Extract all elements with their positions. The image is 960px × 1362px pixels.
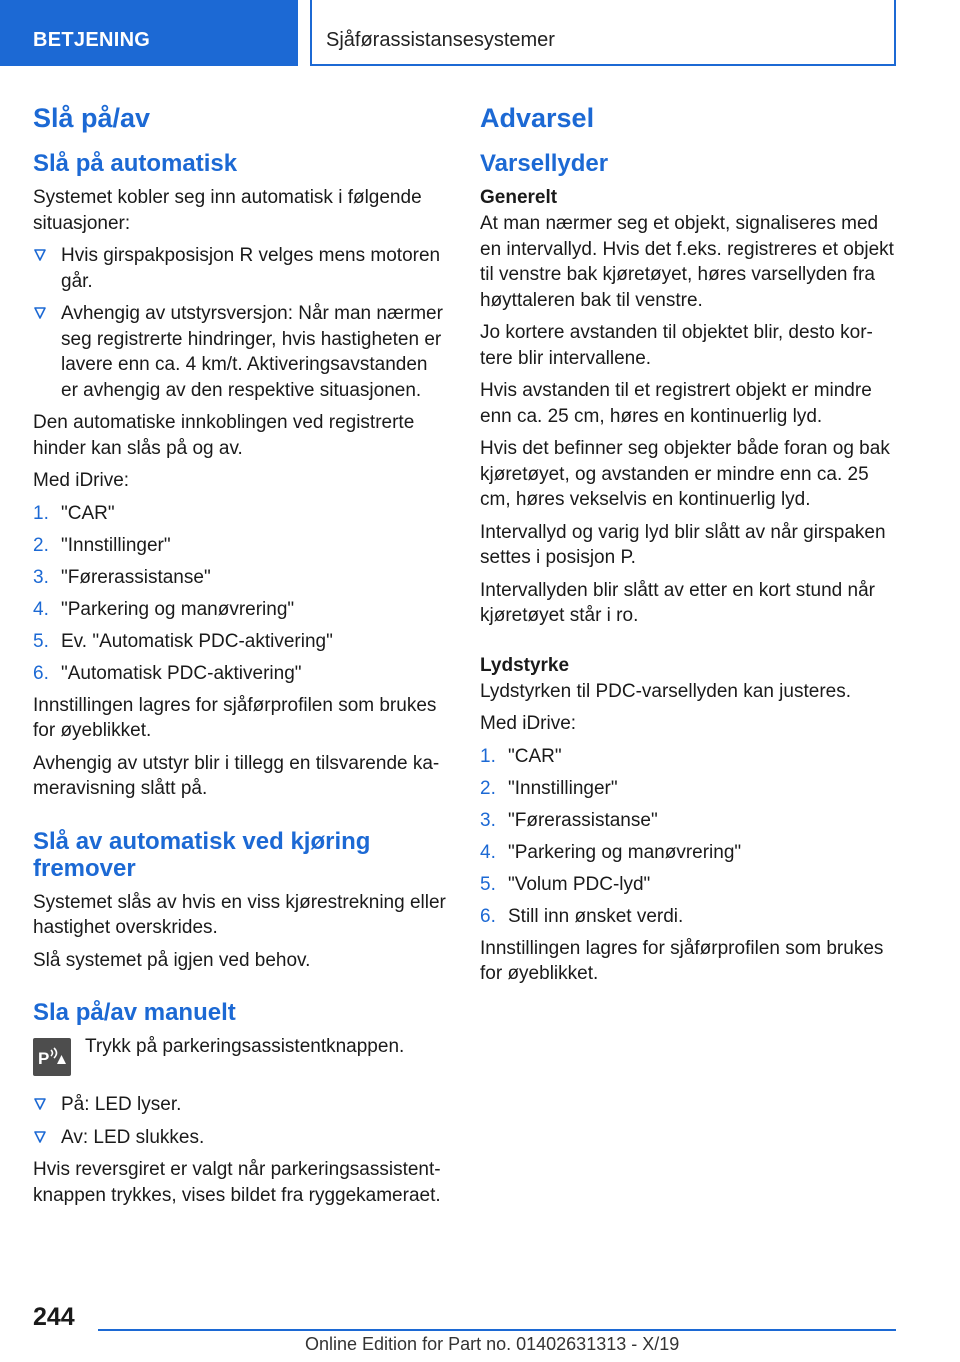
list-item (33, 301, 448, 403)
step-number: 1. (33, 502, 49, 524)
step-number: 6. (33, 662, 49, 684)
step-text: "Parkering og manøvrering" (61, 598, 295, 620)
heading-volume: Lydstyrke (480, 654, 570, 676)
step-number: 2. (33, 534, 49, 556)
camera-note: Avhengig av utstyr blir i tillegg en tilsvarende kameravisning slått på. (33, 752, 440, 799)
list-item (33, 1125, 448, 1151)
list-item (33, 501, 448, 527)
list-item (480, 872, 895, 898)
button-instruction-text: Trykk på parkeringsassistentknappen. (85, 1036, 405, 1057)
triangle-bullet-icon (33, 1097, 47, 1111)
list-item (33, 533, 448, 559)
auto-off-text: Systemet slås av hvis en viss kjørestrekning eller hastighet overskrides. (33, 891, 446, 938)
idrive-label: Med iDrive: (33, 470, 130, 491)
sounds-paragraph: Intervallyd og varig lyd blir slått av når girspaken settes i posisjon P. (480, 521, 886, 568)
idrive-label: Med iDrive: (480, 713, 577, 734)
left-column (33, 98, 448, 1215)
triangle-bullet-icon (33, 1130, 47, 1144)
step-text: "Automatisk PDC-aktivering" (61, 662, 302, 684)
step-number: 4. (33, 598, 49, 620)
step-number: 2. (480, 777, 496, 799)
step-text: "CAR" (61, 502, 115, 524)
section-title-warning: Advarsel (480, 103, 595, 133)
auto-on-bullet-list (33, 243, 448, 403)
profile-note: Innstillingen lagres for sjåførprofilen som brukes for øyeblikket. (33, 694, 437, 741)
step-number: 5. (33, 630, 49, 652)
step-text: Ev. "Automatisk PDC-aktivering" (61, 630, 333, 652)
step-text: "Innstillinger" (61, 534, 171, 556)
triangle-bullet-icon (33, 248, 47, 262)
step-number: 3. (480, 809, 496, 831)
bullet-text: Avhengig av utstyrsversjon: Når man nærmer seg registrerte hindringer, hvis hastigheten er lavere enn ca. 4 km/t. Aktiveringsavstanden er avhengig av den respektive situasjonen. (61, 303, 443, 401)
step-number: 1. (480, 745, 496, 767)
list-item (33, 661, 448, 687)
step-number: 6. (480, 905, 496, 927)
auto-off-restart: Slå systemet på igjen ved behov. (33, 949, 311, 971)
auto-on-steps (33, 501, 448, 687)
heading-auto-on: Slå på automatisk (33, 150, 238, 177)
auto-on-intro: Systemet kobler seg inn automatisk i følgende situasjoner: (33, 187, 422, 234)
bullet-text: På: LED lyser. (61, 1094, 182, 1115)
chapter-label: Sjåførassistansesystemer (326, 29, 555, 51)
step-text: "Innstillinger" (508, 777, 618, 799)
list-item (33, 1092, 448, 1118)
section-label: BETJENING (33, 29, 151, 51)
bullet-text: Av: LED slukkes. (61, 1126, 205, 1148)
step-text: "CAR" (508, 745, 562, 767)
list-item (480, 808, 895, 834)
heading-auto-off: Slå av automatisk ved kjøring fremover (33, 827, 371, 882)
list-item (480, 840, 895, 866)
list-item (33, 565, 448, 591)
reverse-note: Hvis reversgiret er valgt når parkeringsassistentknappen trykkes, vises bildet fra ryggekameraet. (33, 1159, 441, 1206)
list-item (480, 776, 895, 802)
heading-general: Generelt (480, 187, 558, 208)
list-item (33, 243, 448, 294)
sounds-paragraph: Jo kortere avstanden til objektet blir, desto kortere blir intervallene. (480, 322, 873, 369)
auto-on-note: Den automatiske innkoblingen ved registrerte hinder kan slås på og av. (33, 412, 415, 459)
volume-steps (480, 744, 895, 930)
sounds-paragraph: Intervallyden blir slått av etter en kort stund når kjøretøyet står i ro. (480, 579, 875, 626)
step-text: "Førerassistanse" (508, 809, 658, 831)
sounds-paragraph: Hvis det befinner seg objekter både foran og bak kjøretøyet, og avstanden er mindre enn ca. 25 cm, høres vekselvis en kontinuerlig lyd. (480, 438, 890, 510)
parking-assistant-button-icon (33, 1038, 71, 1076)
list-item (33, 629, 448, 655)
section-tab (0, 0, 298, 66)
right-column (480, 98, 895, 994)
step-text: "Volum PDC-lyd" (508, 873, 651, 895)
step-text: "Parkering og manøvrering" (508, 841, 742, 863)
list-item (480, 904, 895, 930)
footer-divider (98, 1329, 896, 1331)
sounds-paragraph: Hvis avstanden til et registrert objekt er mindre enn ca. 25 cm, høres en kontinuerlig lyd. (480, 380, 872, 427)
step-text: "Førerassistanse" (61, 566, 211, 588)
parking-sensor-icon (33, 1038, 71, 1076)
step-text: Still inn ønsket verdi. (508, 905, 684, 927)
heading-warning-sounds: Varsellyder (480, 150, 609, 177)
bullet-text: Hvis girspakposisjon R velges mens motoren går. (61, 245, 441, 292)
section-title-on-off: Slå på/av (33, 103, 151, 133)
manual-bullet-list (33, 1092, 448, 1150)
volume-text: Lydstyrken til PDC-varsellyden kan justeres. (480, 680, 851, 702)
profile-note: Innstillingen lagres for sjåførprofilen som brukes for øyeblikket. (480, 937, 884, 984)
step-number: 5. (480, 873, 496, 895)
step-number: 4. (480, 841, 496, 863)
page-number: 244 (33, 1303, 75, 1331)
step-number: 3. (33, 566, 49, 588)
list-item (480, 744, 895, 770)
list-item (33, 597, 448, 623)
sounds-paragraph: At man nærmer seg et objekt, signaliseres med en intervallyd. Hvis det f.eks. registreres et objekt til venstre bak kjøretøyet, høres varsellyden fra høyttaleren bak til venstre. (480, 213, 894, 311)
chapter-tab (310, 0, 896, 66)
triangle-bullet-icon (33, 306, 47, 320)
heading-manual: Sla på/av manuelt (33, 999, 236, 1026)
page-header (0, 0, 960, 66)
parking-button-instruction (33, 1034, 448, 1076)
svg-text:P: P (38, 1049, 50, 1068)
edition-label: Online Edition for Part no. 01402631313 - X/19 (305, 1334, 680, 1354)
